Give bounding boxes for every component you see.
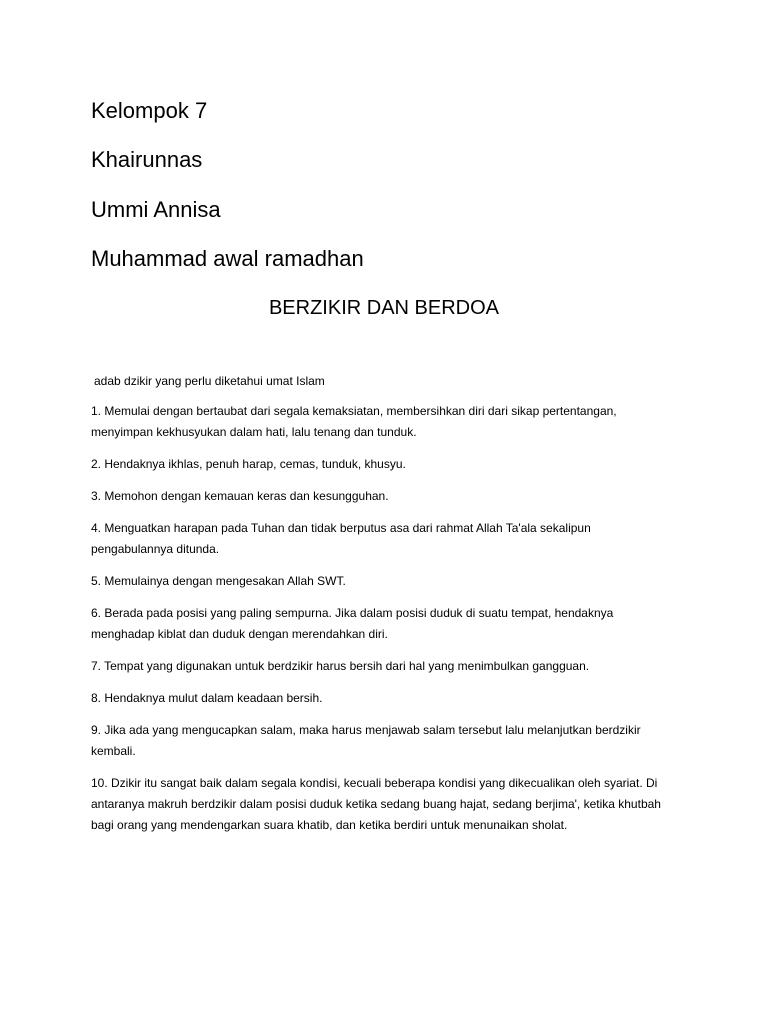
list-item-1: 1. Memulai dengan bertaubat dari segala kemaksiatan, membersihkan diri dari sikap pertentangan, menyimpan kekhusyukan dalam hati, lalu tenang dan tunduk. [91,404,617,439]
list-item-4: 4. Menguatkan harapan pada Tuhan dan tidak berputus asa dari rahmat Allah Ta'ala sekalipun pengabulannya ditunda. [91,521,591,556]
document-body [91,371,671,847]
document-title: BERZIKIR DAN BERDOA [268,297,500,319]
member-name-1: Khairunnas [91,147,203,172]
list-item-10: 10. Dzikir itu sangat baik dalam segala kondisi, kecuali beberapa kondisi yang dikecualikan oleh syariat. Di antaranya makruh berdzikir dalam posisi duduk ketika sedang buang hajat, sedang berjima', ketika khutbah bagi orang yang mendengarkan suara khatib, dan ketika berdiri untuk menunaikan sholat. [91,776,661,832]
intro-paragraph: adab dzikir yang perlu diketahui umat Islam [94,374,325,388]
list-item-7: 7. Tempat yang digunakan untuk berdzikir harus bersih dari hal yang menimbulkan gangguan. [91,659,590,673]
list-item-2: 2. Hendaknya ikhlas, penuh harap, cemas, tunduk, khusyu. [91,457,406,471]
member-name-3: Muhammad awal ramadhan [91,246,364,271]
list-item-3: 3. Memohon dengan kemauan keras dan kesungguhan. [91,489,389,503]
group-name: Kelompok 7 [91,98,208,123]
list-item-9: 9. Jika ada yang mengucapkan salam, maka harus menjawab salam tersebut lalu melanjutkan berdzikir kembali. [91,723,641,758]
list-item-5: 5. Memulainya dengan mengesakan Allah SWT. [91,574,346,588]
list-item-8: 8. Hendaknya mulut dalam keadaan bersih. [91,691,323,705]
list-item-6: 6. Berada pada posisi yang paling sempurna. Jika dalam posisi duduk di suatu tempat, hendaknya menghadap kiblat dan duduk dengan merendahkan diri. [91,606,614,641]
member-name-2: Ummi Annisa [91,197,221,222]
